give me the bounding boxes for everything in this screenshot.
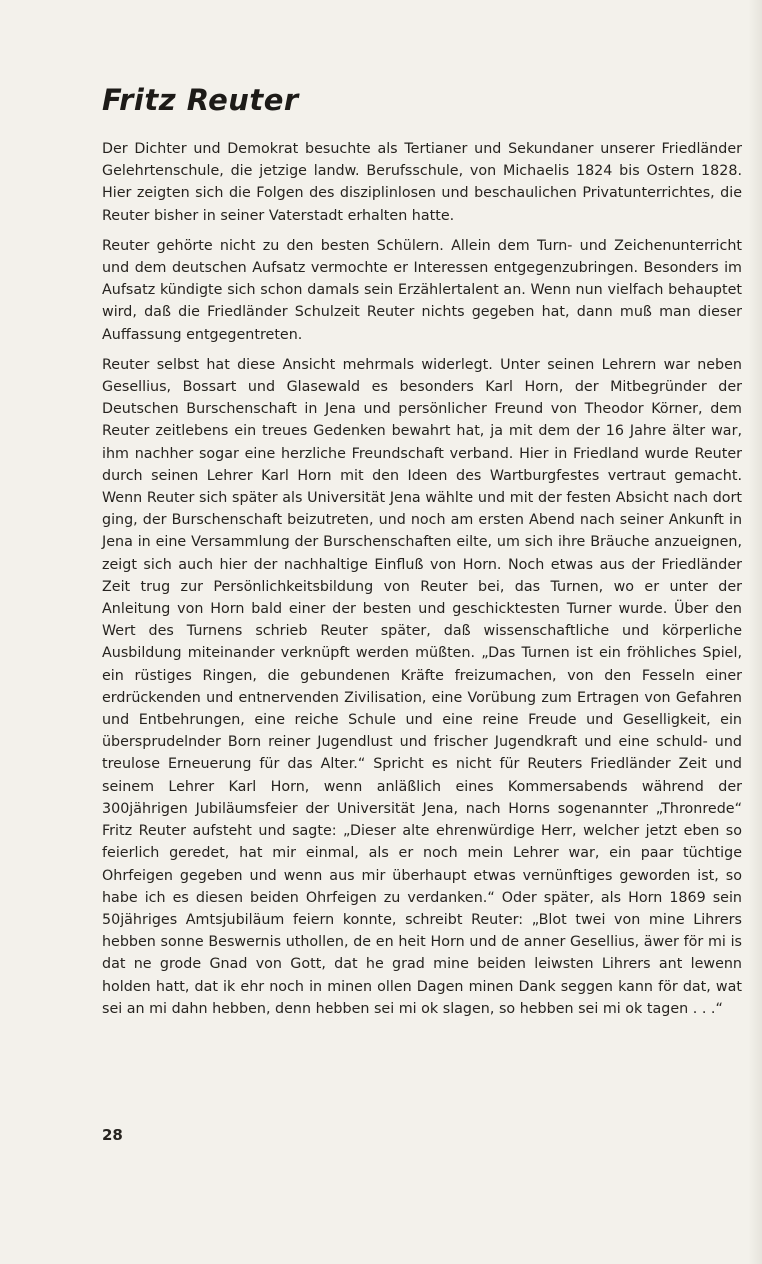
- paragraph-school-performance: Reuter gehörte nicht zu den besten Schülern. Allein dem Turn- und Zeichenunterricht und dem deutschen Aufsatz vermochte er Interessen entgegenzubringen. Besonders im Aufsatz kündigte sich schon damals sein Erzählertalent an. Wenn nun vielfach behauptet wird, daß die Friedländer Schulzeit Reuter nichts gegeben hat, dann muß man dieser Auffassung entgegentreten.: [102, 237, 742, 343]
- page-title: Fritz Reuter: [102, 83, 299, 117]
- paragraph-intro: Der Dichter und Demokrat besuchte als Tertianer und Sekundaner unserer Friedländer Gelehrtenschule, die jetzige landw. Berufsschule, von Michaelis 1824 bis Ostern 1828. Hier zeigten sich die Folgen des disziplinlosen und beschaulichen Privatunterrichtes, die Reuter bisher in seiner Vaterstadt erhalten hatte.: [102, 141, 742, 224]
- paragraph-reuter-and-horn: Reuter selbst hat diese Ansicht mehrmals widerlegt. Unter seinen Lehrern war neben Gesellius, Bossart und Glasewald es besonders Karl Horn, der Mitbegründer der Deutschen Burschenschaft in Jena und persönlicher Freund von Theodor Körner, dem Reuter zeitlebens ein treues Gedenken bewahrt hat, ja mit dem der 16 Jahre älter war, ihm nachher sogar eine herzliche Freundschaft verband. Hier in Friedland wurde Reuter durch seinen Lehrer Karl Horn mit den Ideen des Wartburgfestes vertraut gemacht. Wenn Reuter sich später als Universität Jena wählte und mit der festen Absicht nach dort ging, der Burschenschaft beizutreten, und noch am ersten Abend nach seiner Ankunft in Jena in eine Versammlung der Burschenschaften eilte, um sich ihre Bräuche anzueignen, zeigt sich auch hier der nachhaltige Einfluß von Horn. Noch etwas aus der Friedländer Zeit trug zur Persönlichkeitsbildung von Reuter bei, das Turnen, wo er unter der Anleitung von Horn bald einer der besten und geschicktesten Turner wurde. Über den Wert des Turnens schrieb Reuter später, daß wissenschaftliche und körperliche Ausbildung miteinander verknüpft werden müßten. „Das Turnen ist ein fröhliches Spiel, ein rüstiges Ringen, die gebundenen Kräfte freizumachen, von den Fesseln einer erdrückenden und entnervenden Zivilisation, eine Vorübung zum Ertragen von Gefahren und Entbehrungen, eine reiche Schule und eine reine Freude und Geselligkeit, ein übersprudelnder Born reiner Jugendlust und frischer Jugendkraft und eine schuld- und treulose Erneuerung für das Alter.“ Spricht es nicht für Reuters Friedländer Zeit und seinem Lehrer Karl Horn, wenn anläßlich eines Kommersabends während der 300jährigen Jubiläumsfeier der Universität Jena, nach Horns sogenannter „Thronrede“ Fritz Reuter aufsteht und sagte: „Dieser alte ehrenwürdige Herr, welcher jetzt eben so feierlich geredet, hat mir einmal, als er noch mein Lehrer war, ein paar tüchtige Ohrfeigen gegeben und wenn aus mir überhaupt etwas vernünftiges geworden ist, so habe ich es diesen beiden Ohrfeigen zu verdanken.“ Oder später, als Horn 1869 sein 50jähriges Amtsjubiläum feiern konnte, schreibt Reuter: „Blot twei von mine Lihrers hebben sonne Beswernis uthollen, de en heit Horn und de anner Gesellius, äwer för mi is dat ne grode Gnad von Gott, dat he grad mine beiden leiwsten Lihrers ant lewenn holden hatt, dat ik ehr noch in minen ollen Dagen minen Dank seggen kann för dat, wat sei an mi dahn hebben, denn hebben sei mi ok slagen, so hebben sei mi ok tagen . . .“: [102, 356, 742, 1017]
- page-content: [102, 80, 742, 1028]
- page-number: 28: [102, 1126, 123, 1144]
